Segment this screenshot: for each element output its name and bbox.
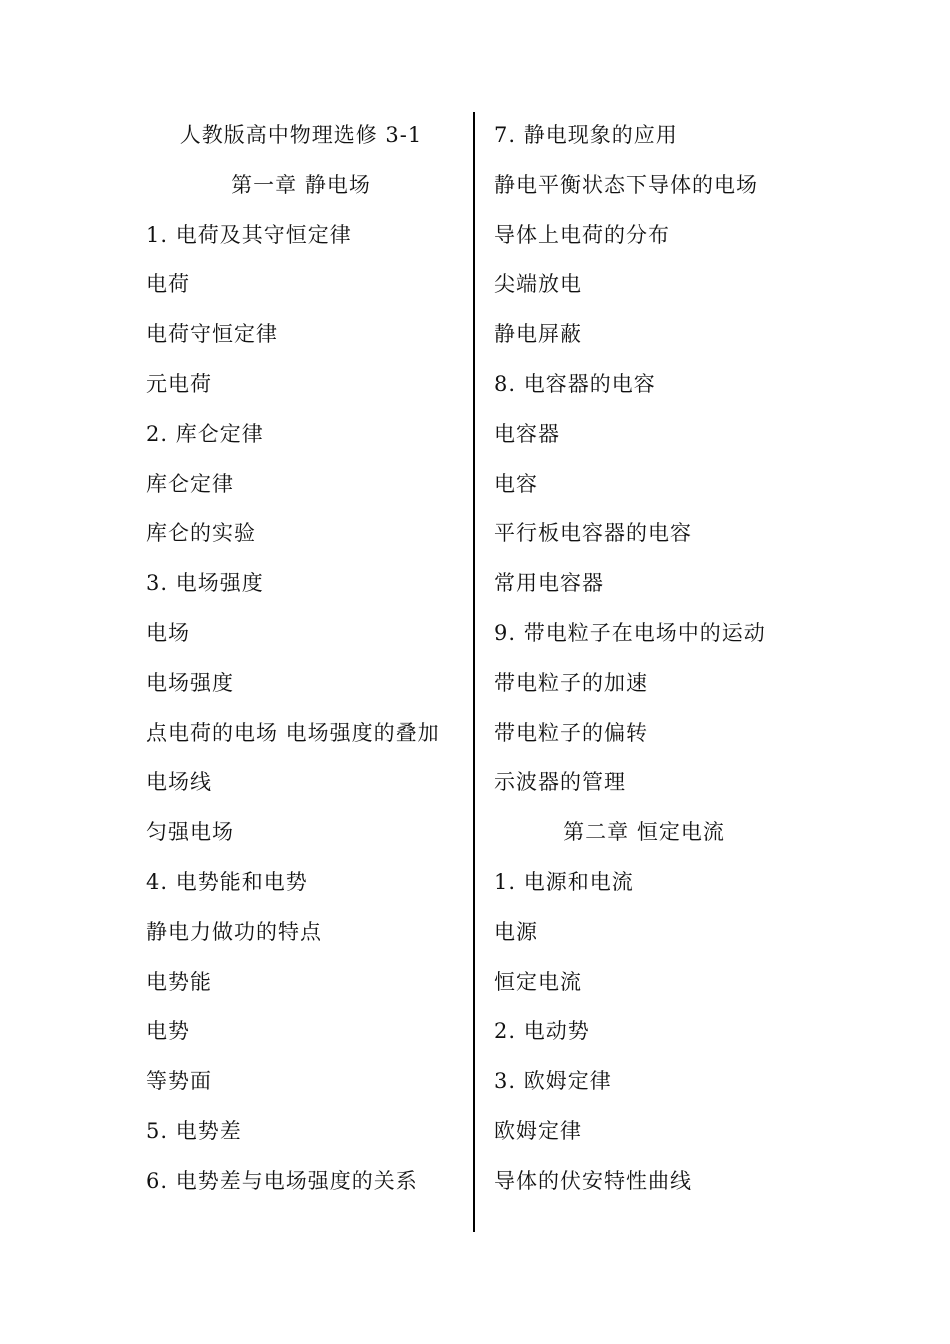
section-title: 5. 电势差 [146, 1118, 242, 1143]
toc-item: 电势 [146, 1019, 190, 1044]
toc-item: 电场线 [146, 770, 212, 795]
toc-item: 电势能 [146, 969, 212, 994]
section-title: 3. 欧姆定律 [494, 1069, 612, 1094]
toc-item: 恒定电流 [494, 969, 582, 994]
toc-item: 元电荷 [146, 371, 212, 396]
section-title: 7. 静电现象的应用 [494, 123, 678, 147]
toc-item: 示波器的管理 [494, 770, 626, 795]
toc-item: 带电粒子的偏转 [494, 720, 648, 745]
toc-item: 静电屏蔽 [494, 322, 582, 347]
toc-item: 电场 [146, 620, 190, 645]
toc-item: 电荷守恒定律 [146, 322, 278, 347]
toc-item: 尖端放电 [494, 272, 582, 297]
toc-item: 点电荷的电场 电场强度的叠加 [146, 720, 440, 745]
section-title: 2. 电动势 [494, 1019, 590, 1044]
section-title: 6. 电势差与电场强度的关系 [146, 1168, 418, 1193]
toc-item: 欧姆定律 [494, 1118, 582, 1143]
toc-item: 库仑定律 [146, 471, 234, 496]
section-title: 1. 电荷及其守恒定律 [146, 222, 352, 247]
toc-item: 常用电容器 [494, 571, 604, 596]
toc-item: 电容 [494, 471, 538, 496]
toc-item: 静电力做功的特点 [146, 919, 322, 944]
chapter-heading: 第二章 恒定电流 [563, 820, 725, 845]
section-title: 4. 电势能和电势 [146, 869, 308, 894]
column-divider [473, 112, 475, 1232]
toc-item: 库仑的实验 [146, 521, 256, 546]
toc-item: 电荷 [146, 272, 190, 297]
section-title: 1. 电源和电流 [494, 869, 634, 894]
toc-item: 匀强电场 [146, 820, 234, 845]
toc-item: 导体的伏安特性曲线 [494, 1168, 692, 1193]
right-column [494, 111, 794, 1207]
chapter-heading: 第一章 静电场 [231, 172, 371, 197]
toc-item: 导体上电荷的分布 [494, 222, 670, 247]
toc-item: 带电粒子的加速 [494, 670, 648, 695]
toc-item: 电容器 [494, 421, 560, 446]
toc-item: 平行板电容器的电容 [494, 521, 692, 546]
chapter-heading: 人教版高中物理选修 3-1 [179, 123, 423, 147]
left-column [146, 111, 456, 1207]
toc-item: 等势面 [146, 1069, 212, 1094]
toc-item: 静电平衡状态下导体的电场 [494, 172, 758, 197]
section-title: 8. 电容器的电容 [494, 371, 656, 396]
section-title: 3. 电场强度 [146, 571, 264, 596]
toc-item: 电源 [494, 919, 538, 944]
section-title: 2. 库仑定律 [146, 421, 264, 446]
toc-item: 电场强度 [146, 670, 234, 695]
section-title: 9. 带电粒子在电场中的运动 [494, 620, 766, 645]
